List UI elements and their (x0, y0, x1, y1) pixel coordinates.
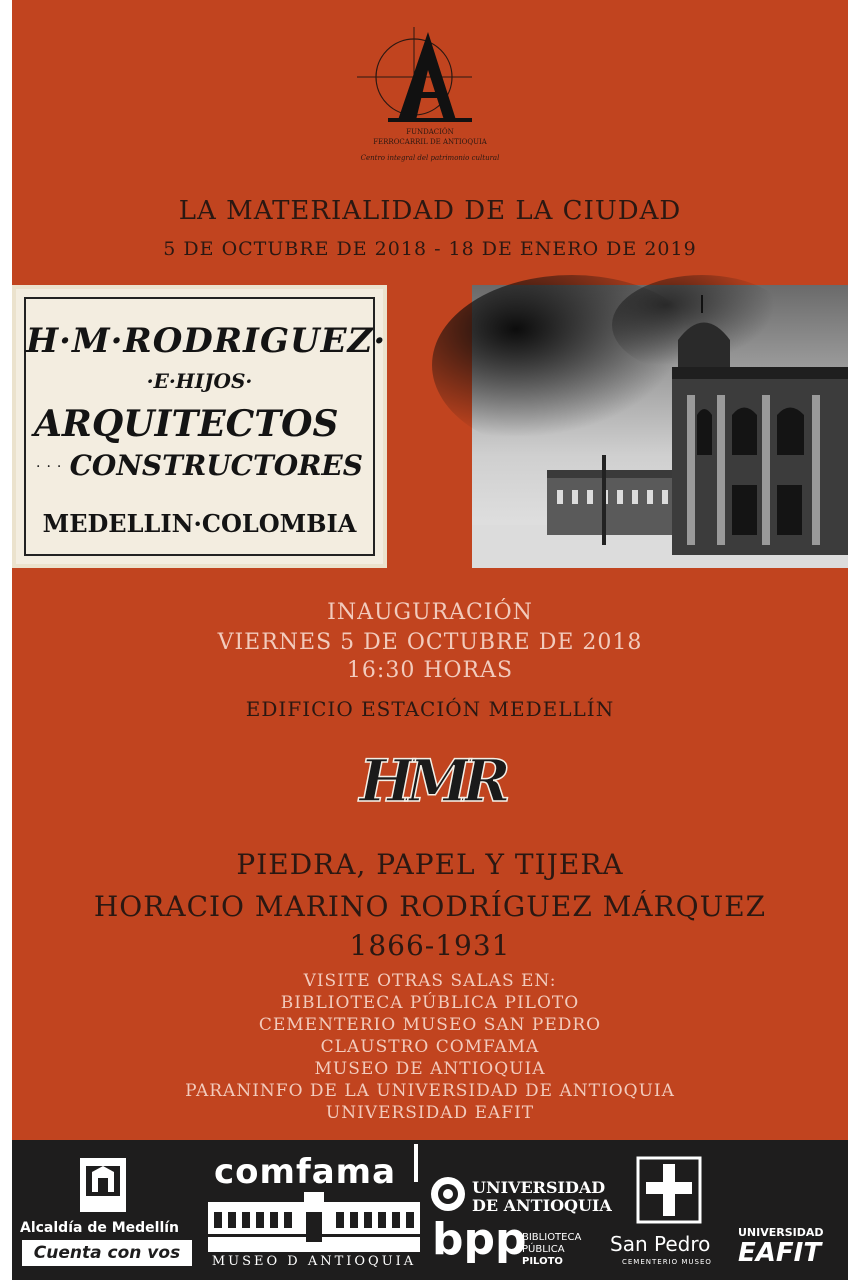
venue-item: MUSEO DE ANTIOQUIA (314, 1059, 546, 1079)
exhibition-person: HORACIO MARINO RODRÍGUEZ MÁRQUEZ (93, 890, 767, 923)
bpp-name-3: PILOTO (522, 1256, 563, 1267)
sponsor-footer (12, 1140, 848, 1280)
udea-name-1: UNIVERSIDAD (472, 1178, 606, 1197)
venue-item: CLAUSTRO COMFAMA (320, 1037, 540, 1057)
exhibition-years: 1866-1931 (349, 929, 511, 962)
venues-intro: VISITE OTRAS SALAS EN: (303, 971, 557, 991)
org-line-1: FUNDACIÓN (406, 128, 454, 136)
org-line-3: Centro integral del patrimonio cultural (360, 154, 500, 162)
san-pedro-name: San Pedro (610, 1232, 711, 1256)
bpp-name-2: PÚBLICA (522, 1244, 565, 1255)
fundacion-logo (352, 22, 508, 172)
sign-dots: ··· (36, 459, 68, 475)
comfama-logo: comfama (214, 1152, 397, 1192)
venue-item: CEMENTERIO MUSEO SAN PEDRO (258, 1015, 602, 1035)
venues-list (12, 970, 848, 1124)
monogram-letters: HMR (359, 747, 503, 815)
inauguration-time: 16:30 HORAS (346, 658, 514, 683)
bpp-logo: bpp (432, 1214, 527, 1265)
udea-shield-icon (430, 1174, 466, 1214)
alcaldia-slogan: Cuenta con vos (22, 1240, 192, 1266)
bpp-name-1: BIBLIOTECA (522, 1232, 582, 1243)
sign-line-2: ·E·HIJOS· (146, 369, 253, 393)
org-line-2: FERROCARRIL DE ANTIOQUIA (373, 138, 487, 146)
eafit-name-1: UNIVERSIDAD (738, 1226, 824, 1239)
inauguration-place: EDIFICIO ESTACIÓN MEDELLÍN (245, 697, 615, 721)
museo-building-icon (208, 1192, 420, 1252)
poster (12, 0, 848, 1140)
sign-line-4: CONSTRUCTORES (69, 449, 363, 482)
venue-item: PARANINFO DE LA UNIVERSIDAD DE ANTIOQUIA (185, 1081, 675, 1101)
inauguration-date: VIERNES 5 DE OCTUBRE DE 2018 (217, 630, 643, 655)
hmr-monogram (359, 733, 503, 823)
san-pedro-sub: CEMENTERIO MUSEO (622, 1258, 712, 1266)
exhibition-name: PIEDRA, PAPEL Y TIJERA (236, 848, 624, 881)
sign-line-3: ARQUITECTOS (34, 403, 339, 445)
san-pedro-cross-icon (634, 1154, 704, 1226)
medellin-shield-icon (74, 1152, 132, 1218)
inauguration-label: INAUGURACIÓN (327, 600, 533, 625)
exhibition-title: LA MATERIALIDAD DE LA CIUDAD (178, 196, 682, 226)
eafit-name-2: EAFIT (738, 1238, 822, 1268)
udea-name-2: DE ANTIOQUIA (472, 1196, 612, 1215)
sign-line-1: H·M·RODRIGUEZ· (26, 321, 387, 361)
vintage-sign-image (12, 285, 387, 568)
museo-name: MUSEO D ANTIOQUIA (211, 1254, 417, 1269)
sign-frame (24, 297, 387, 556)
station-photograph (472, 285, 848, 568)
comfama-mark (414, 1144, 418, 1182)
exhibition-dates: 5 DE OCTUBRE DE 2018 - 18 DE ENERO DE 2019 (163, 238, 697, 260)
venue-item: UNIVERSIDAD EAFIT (325, 1103, 535, 1123)
sign-line-5: MEDELLIN·COLOMBIA (42, 509, 357, 538)
alcaldia-name: Alcaldía de Medellín (20, 1220, 180, 1236)
venue-item: BIBLIOTECA PÚBLICA PILOTO (280, 993, 580, 1013)
